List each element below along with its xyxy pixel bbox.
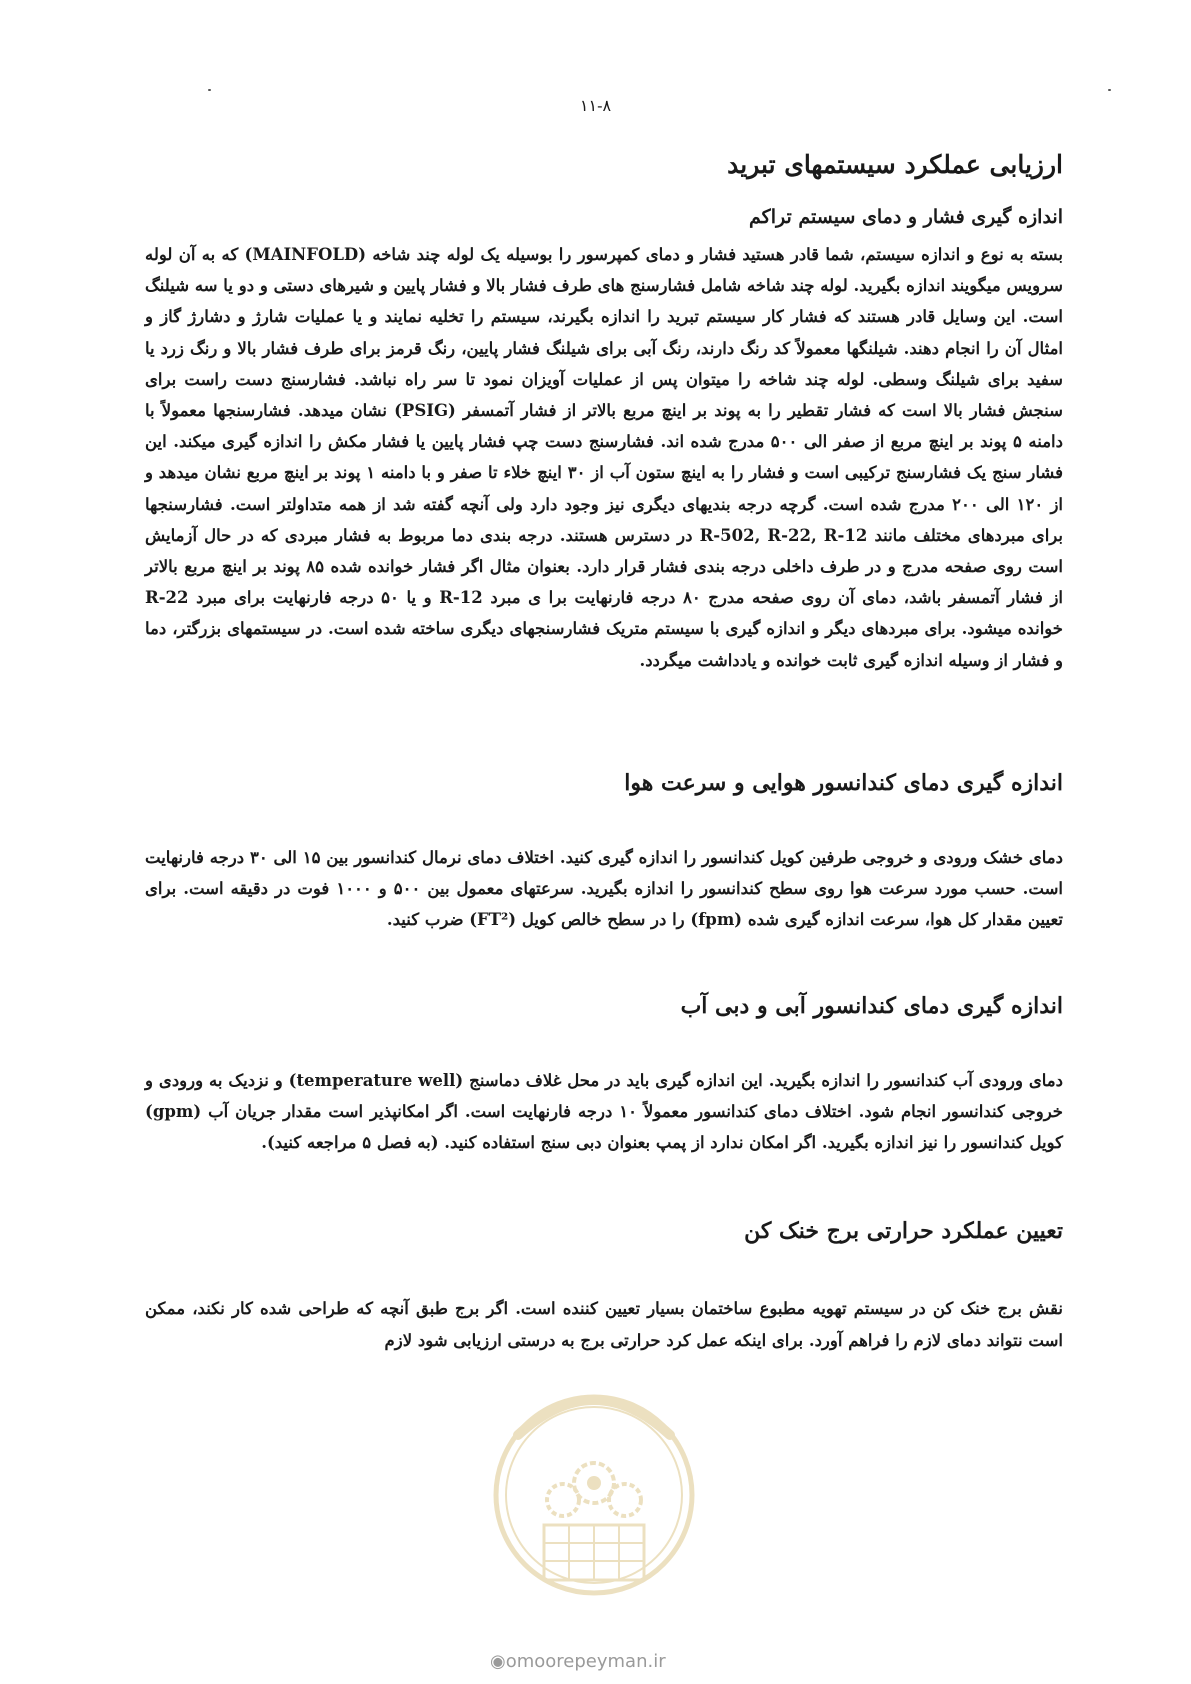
section-heading-cooling-tower: تعیین عملکرد حرارتی برج خنک کن xyxy=(744,1218,1063,1244)
page-number: ۱۱-۸ xyxy=(579,96,612,115)
scan-speck xyxy=(208,89,211,91)
section-heading-pressure-temperature: اندازه گیری فشار و دمای سیستم تراکم xyxy=(749,206,1063,228)
section-paragraph-pressure-temperature xyxy=(145,239,1063,676)
section-heading-water-condenser: اندازه گیری دمای کندانسور آبی و دبی آب xyxy=(680,993,1063,1019)
section-paragraph-air-condenser xyxy=(145,842,1063,935)
scan-speck xyxy=(1108,89,1111,91)
watermark-site-url xyxy=(490,1651,666,1672)
section-paragraph-cooling-tower xyxy=(145,1293,1063,1357)
paragraph-text: نقش برج خنک کن در سیستم تهویه مطبوع ساختمان بسیار تعیین کننده است. اگر برج طبق آنچه که طراحی شده کار نکند، ممکن است نتواند دمای لازم را فراهم آورد. برای اینکه عمل کرد حرارتی برج به درستی ارزیابی شود لازم xyxy=(145,1299,1063,1350)
section-paragraph-water-condenser xyxy=(145,1065,1063,1158)
section-heading-air-condenser: اندازه گیری دمای کندانسور هوایی و سرعت هوا xyxy=(624,770,1063,796)
paragraph-text: بسته به نوع و اندازه سیستم، شما قادر هستید فشار و دمای کمپرسور را بوسیله یک لوله چند شاخه (MAINFOLD) که به آن لوله سرویس میگویند اندازه بگیرید. لوله چند شاخه شامل فشارسنج های طرف فشار بالا و فشار پایین و شیرهای دستی و دو یا سه شیلنگ است. این وسایل قادر هستند که فشار کار سیستم تبرید را اندازه بگیرند، سیستم را تخلیه نمایند و یا عملیات شارژ و دشارژ گاز و امثال آن را انجام دهند. شیلنگها معمولاً کد رنگ دارند، رنگ آبی برای شیلنگ فشار پایین، رنگ قرمز برای طرف فشار بالا و رنگ زرد یا سفید برای شیلنگ وسطی. لوله چند شاخه را میتوان پس از عملیات آویزان نمود تا سر راه نباشد. فشارسنج دست راست برای سنجش فشار بالا است که فشار تقطیر را به پوند بر اینچ مربع بالاتر از فشار آتمسفر (PSIG) نشان میدهد. فشارسنجها معمولاً با دامنه ۵ پوند بر اینچ مربع از صفر الی ۵۰۰ مدرج شده اند. فشارسنج دست چپ فشار پایین یا فشار مکش را اندازه گیری میکند. این فشار سنج یک فشارسنج ترکیبی است و فشار را به اینچ ستون آب از ۳۰ اینچ خلاء تا صفر و با دامنه ۱ پوند بر اینچ مربع نشان میدهد و از ۱۲۰ الی ۲۰۰ مدرج شده است. گرچه درجه بندیهای دیگری نیز وجود دارد ولی آنچه گفته شد از همه متداولتر است. فشارسنجها برای مبردهای مختلف مانند R-502, R-22, R-12 در دسترس هستند. درجه بندی دما مربوط به فشار مبردی که در حال آزمایش است روی صفحه مدرج و در طرف داخلی درجه بندی فشار قرار دارد. بعنوان مثال اگر فشار خوانده شده ۸۵ پوند بر اینچ مربع بالاتر از فشار آتمسفر باشد، دمای آن روی صفحه مدرج ۸۰ درجه فارنهایت برا ی مبرد R-12 و یا ۵۰ درجه فارنهایت برای مبرد R-22 خوانده میشود. برای مبردهای دیگر و اندازه گیری با سیستم متریک فشارسنجهای دیگری ساخته شده است. در سیستمهای بزرگتر، دما و فشار از وسیله اندازه گیری ثابت خوانده و یادداشت میگردد. xyxy=(145,245,1064,670)
globe-icon: ◉ xyxy=(490,1651,506,1672)
watermark-site-text: omoorepeyman.ir xyxy=(505,1651,666,1672)
page-title: ارزیابی عملکرد سیستمهای تبرید xyxy=(727,150,1063,179)
paragraph-text: دمای ورودی آب کندانسور را اندازه بگیرید. این اندازه گیری باید در محل غلاف دماسنج (temperature well) و نزدیک به ورودی و خروجی کندانسور انجام شود. اختلاف دمای کندانسور معمولاً ۱۰ درجه فارنهایت است. اگر امکانپذیر است مقدار جریان آب (gpm) کویل کندانسور را نیز اندازه بگیرید. اگر امکان ندارد از پمپ بعنوان دبی سنج استفاده کنید. (به فصل ۵ مراجعه کنید). xyxy=(145,1071,1063,1152)
omoorepeyman-logo-watermark xyxy=(488,1375,700,1615)
paragraph-text: دمای خشک ورودی و خروجی طرفین کویل کندانسور را اندازه گیری کنید. اختلاف دمای نرمال کندانسور بین ۱۵ الی ۳۰ درجه فارنهایت است. حسب مورد سرعت هوا روی سطح کندانسور را اندازه بگیرید. سرعتهای معمول بین ۵۰۰ و ۱۰۰۰ فوت در دقیقه است. برای تعیین مقدار کل هوا، سرعت اندازه گیری شده (fpm) را در سطح خالص کویل (FT²) ضرب کنید. xyxy=(145,848,1063,929)
